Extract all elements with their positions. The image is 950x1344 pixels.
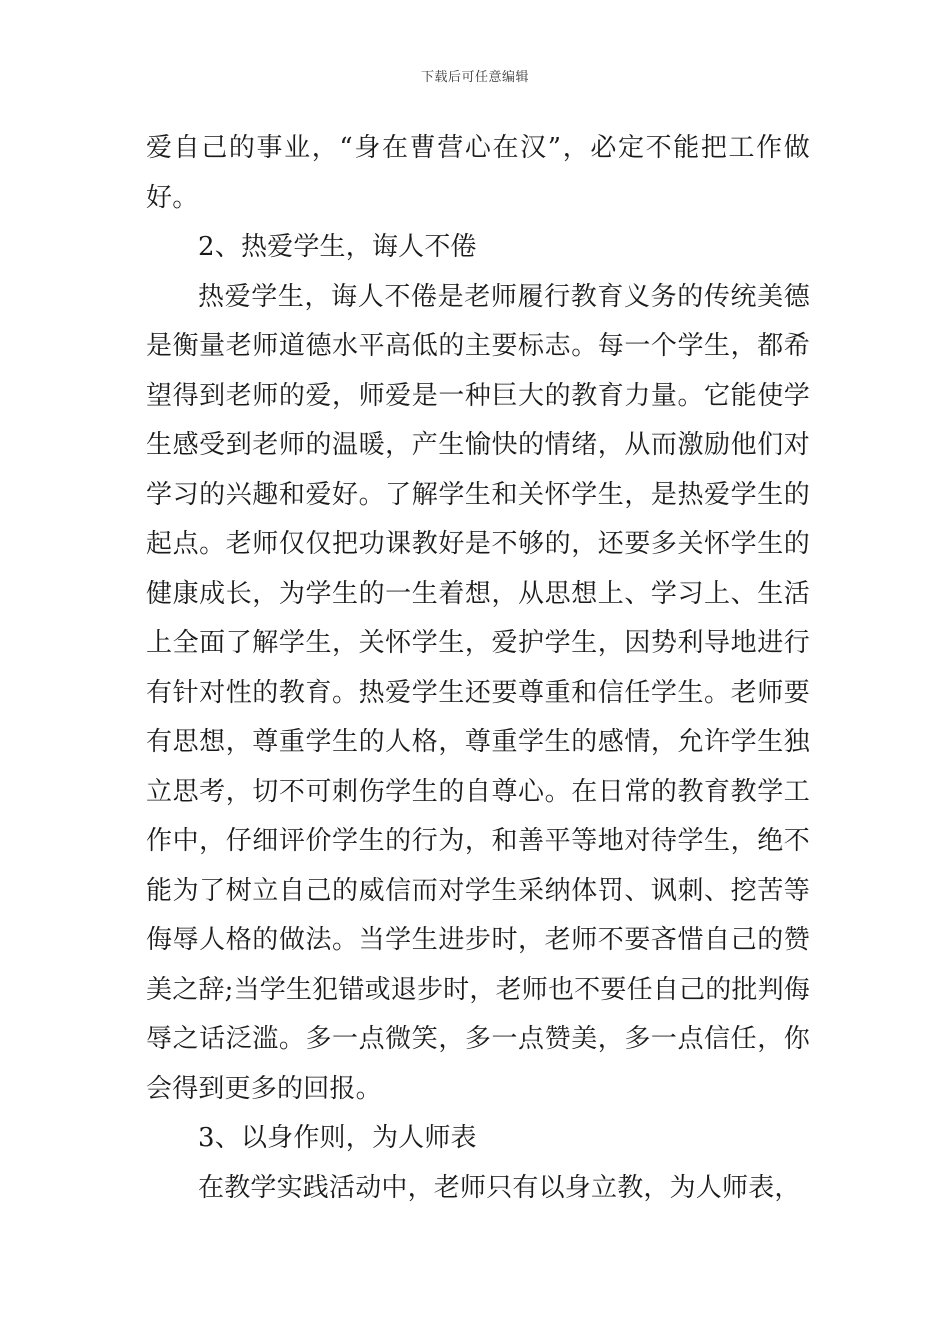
paragraph-continuation: 爱自己的事业，“身在曹营心在汉”，必定不能把工作做好。 (146, 133, 810, 213)
section-heading-3: 3、以身作则，为人师表 (198, 1123, 477, 1153)
page-header: 下载后可任意编辑 (420, 70, 529, 85)
paragraph-love-students: 热爱学生，诲人不倦是老师履行教育义务的传统美德是衡量老师道德水平高低的主要标志。每一个学生，都希望得到老师的爱，师爱是一种巨大的教育力量。它能使学生感受到老师的温暖，产生愉快的情绪，从而激励他们对学习的兴趣和爱好。了解学生和关怀学生，是热爱学生的起点。老师仅仅把功课教好是不够的，还要多关怀学生的健康成长，为学生的一生着想，从思想上、学习上、生活上全面了解学生，关怀学生，爱护学生，因势利导地进行有针对性的教育。热爱学生还要尊重和信任学生。老师要有思想，尊重学生的人格，尊重学生的感情，允许学生独立思考，切不可刺伤学生的自尊心。在日常的教育教学工作中，仔细评价学生的行为，和善平等地对待学生，绝不能为了树立自己的威信而对学生采纳体罚、讽刺、挖苦等侮辱人格的做法。当学生进步时，老师不要吝惜自己的赞美之辞;当学生犯错或退步时，老师也不要任自己的批判侮辱之话泛滥。多一点微笑，多一点赞美，多一点信任，你会得到更多的回报。 (146, 281, 810, 1104)
document-body (146, 124, 810, 1213)
paragraph-lead-by-example: 在教学实践活动中，老师只有以身立教，为人师表， (198, 1172, 801, 1203)
section-heading-2: 2、热爱学生，诲人不倦 (198, 232, 477, 262)
